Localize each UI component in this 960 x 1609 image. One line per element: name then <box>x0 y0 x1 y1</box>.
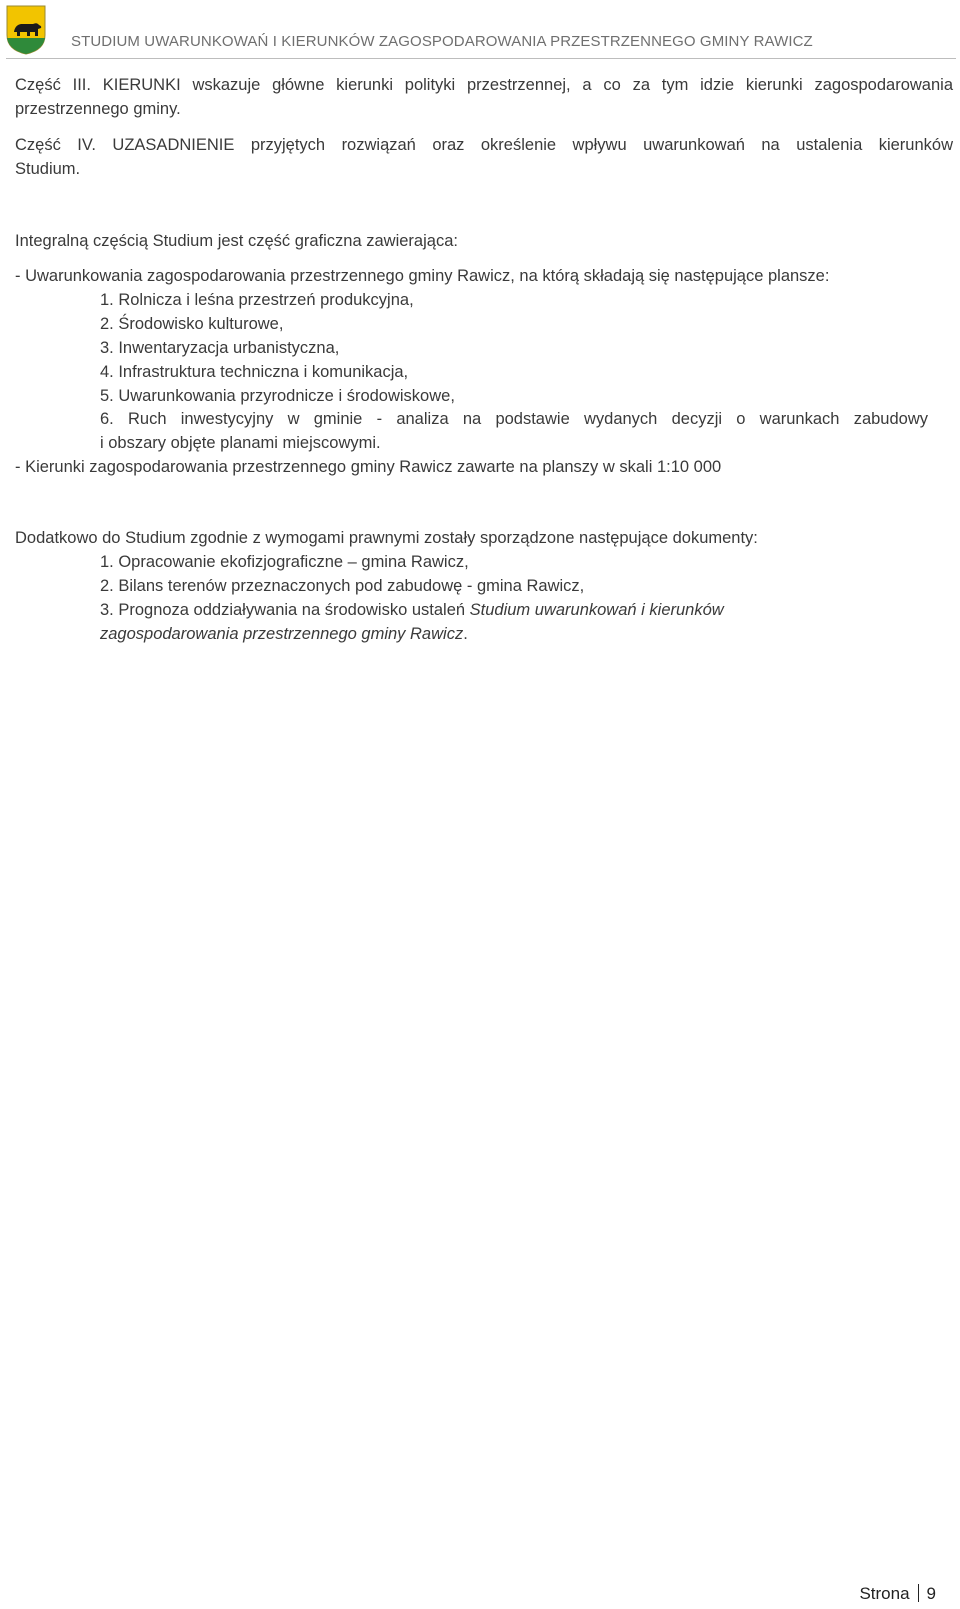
plansza-item: 1. Rolnicza i leśna przestrzeń produkcyjna, <box>100 291 414 309</box>
document-title: STUDIUM UWARUNKOWAŃ I KIERUNKÓW ZAGOSPODAROWANIA PRZESTRZENNEGO GMINY RAWICZ <box>71 33 813 50</box>
kierunki-line: - Kierunki zagospodarowania przestrzennego gminy Rawicz zawarte na planszy w skali 1:10 000 <box>15 458 722 476</box>
plansza-item: 3. Inwentaryzacja urbanistyczna, <box>100 339 340 357</box>
plansza-item-6-line2: i obszary objęte planami miejscowymi. <box>100 434 381 452</box>
page-number: 9 <box>926 1584 936 1603</box>
plansza-item: 5. Uwarunkowania przyrodnicze i środowiskowe, <box>100 387 455 405</box>
part4-line2: Studium. <box>15 160 81 178</box>
plansza-item: 2. Środowisko kulturowe, <box>100 315 284 333</box>
document-item: 1. Opracowanie ekofizjograficzne – gmina Rawicz, <box>100 553 469 571</box>
part4-line1: Część IV. UZASADNIENIE przyjętych rozwiązań oraz określenie wpływu uwarunkowań na ustalenia kierunków <box>15 136 953 154</box>
part3-line1: Część III. KIERUNKI wskazuje główne kierunki polityki przestrzennej, a co za tym idzie kierunki zagospodarowania <box>15 76 953 94</box>
page-number-footer <box>859 1584 936 1604</box>
plansza-item-6-line1: 6. Ruch inwestycyjny w gminie - analiza na podstawie wydanych decyzji o warunkach zabudowy <box>100 410 928 428</box>
document-item-3-line2: zagospodarowania przestrzennego gminy Rawicz. <box>100 625 468 643</box>
header-divider <box>6 58 956 59</box>
uwarunkowania-intro: - Uwarunkowania zagospodarowania przestrzennego gminy Rawicz, na którą składają się następujące plansze: <box>15 267 830 285</box>
page-header <box>0 0 960 64</box>
page-label: Strona <box>859 1584 910 1603</box>
document-item: 2. Bilans terenów przeznaczonych pod zabudowę - gmina Rawicz, <box>100 577 585 595</box>
footer-separator <box>918 1584 919 1602</box>
graphic-part-intro: Integralną częścią Studium jest część graficzna zawierająca: <box>15 232 458 250</box>
document-item-3-line1: 3. Prognoza oddziaływania na środowisko ustaleń Studium uwarunkowań i kierunków <box>100 601 724 619</box>
plansza-item: 4. Infrastruktura techniczna i komunikacja, <box>100 363 409 381</box>
additional-documents-intro: Dodatkowo do Studium zgodnie z wymogami prawnymi zostały sporządzone następujące dokumenty: <box>15 529 758 547</box>
part3-line2: przestrzennego gminy. <box>15 100 181 118</box>
coat-of-arms-bear-icon <box>6 5 46 55</box>
